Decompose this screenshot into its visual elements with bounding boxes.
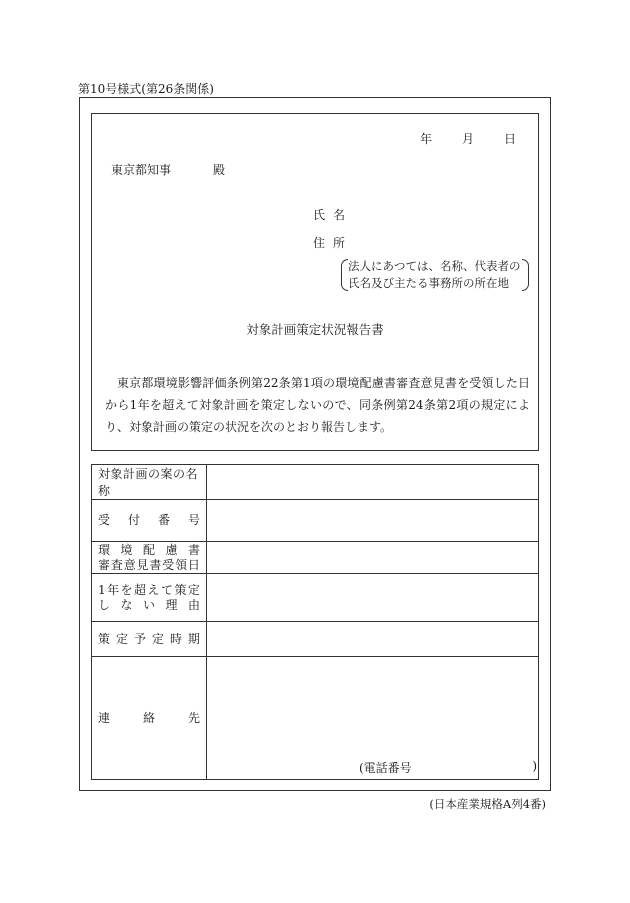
- table-row: [92, 465, 539, 500]
- planned-time-field[interactable]: [207, 622, 539, 657]
- note-line-1: 法人にあつては、名称、代表者の: [348, 259, 521, 273]
- addressee-honorific: 殿: [213, 163, 226, 177]
- reason-label-line-1: 1 年 を 超 え て 策 定: [98, 582, 200, 597]
- receipt-number-field[interactable]: [207, 500, 539, 542]
- receipt-number-text: 受 付 番 号: [98, 513, 200, 527]
- day-label: 日: [503, 132, 516, 146]
- year-label: 年: [419, 132, 432, 146]
- table-row: [92, 574, 539, 622]
- note-bracket-right: [522, 259, 529, 291]
- contact-text: 連 絡 先: [98, 710, 200, 725]
- receipt-number-label: [92, 500, 207, 542]
- note-bracket-left: [341, 259, 348, 291]
- opinion-receipt-date-label: [92, 542, 207, 574]
- form-number: 第10号様式(第26条関係): [78, 82, 214, 96]
- planned-time-label: [92, 622, 207, 657]
- delay-reason-field[interactable]: [207, 574, 539, 622]
- addressee: [111, 161, 225, 178]
- table-row: [92, 542, 539, 574]
- phone-number-line: [359, 759, 537, 776]
- phone-label: (電話番号: [359, 761, 412, 775]
- report-body-text: 東京都環境影響評価条例第22条第1項の環境配慮書審査意見書を受領した日から1年を超えて対象計画を策定しないので、同条例第24条第2項の規定により、対象計画の策定の状況を次のとおり報告します。: [105, 376, 530, 434]
- address-label: 住所: [313, 236, 354, 250]
- corporate-note: [342, 258, 527, 292]
- contact-label: [92, 657, 207, 780]
- contact-field[interactable]: [207, 657, 539, 780]
- reason-label-line-2: し な い 理 由: [98, 597, 200, 612]
- document-title: 対象計画策定状況報告書: [246, 322, 384, 337]
- month-label: 月: [461, 132, 474, 146]
- report-table: [91, 464, 539, 780]
- plan-name-label: 対象計画の案の名称: [92, 465, 207, 500]
- note-line-2: 氏名及び主たる事務所の所在地: [348, 276, 509, 290]
- delay-reason-label: [92, 574, 207, 622]
- phone-close-paren: ): [532, 759, 537, 773]
- plan-name-field[interactable]: [207, 465, 539, 500]
- table-row: [92, 657, 539, 780]
- opinion-label-line-1: 環 境 配 慮 書: [98, 542, 200, 557]
- date-line: [390, 130, 516, 147]
- paper-size-note: (日本産業規格A列4番): [429, 797, 546, 811]
- addressee-name: 東京都知事: [111, 163, 172, 177]
- table-row: [92, 622, 539, 657]
- planned-time-text: 策 定 予 定 時 期: [98, 631, 200, 646]
- report-header-section: [91, 113, 539, 451]
- opinion-receipt-date-field[interactable]: [207, 542, 539, 574]
- name-label: 氏名: [313, 208, 354, 222]
- table-row: [92, 500, 539, 542]
- opinion-label-line-2: 審 査 意 見 書 受 領 日: [98, 557, 200, 572]
